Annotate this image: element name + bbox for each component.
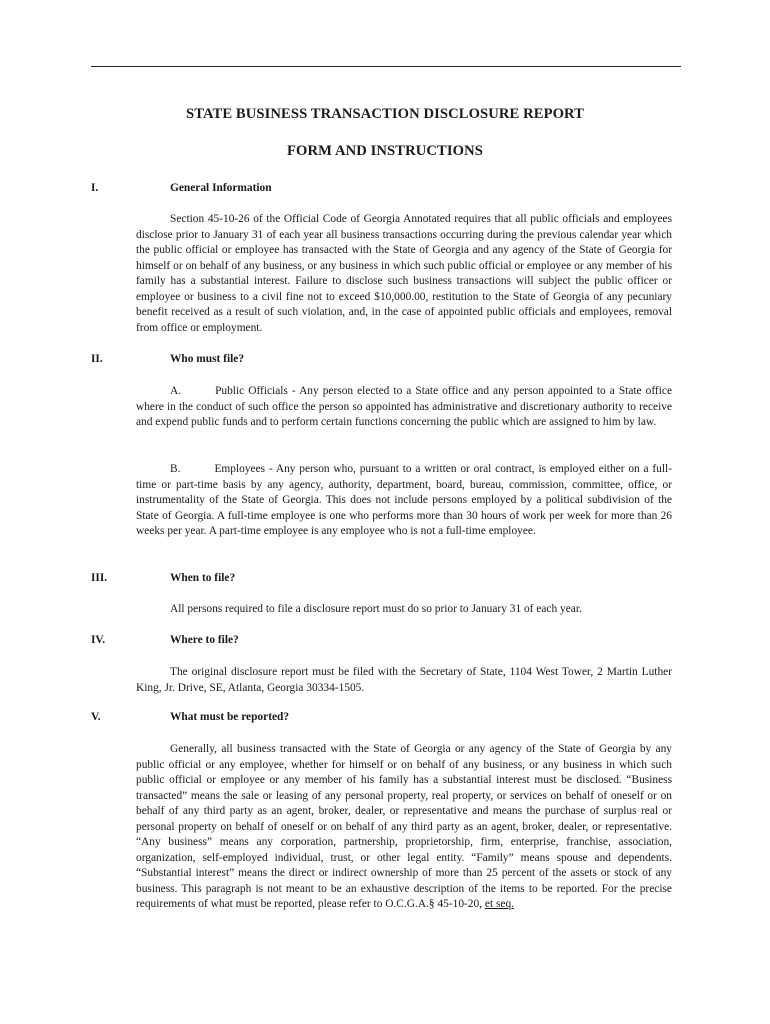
section-paragraph: Section 45-10-26 of the Official Code of Georgia Annotated requires that all public officials and employees disclose prior to January 31 of each year all business transactions occurring during the previous calendar year which the public official or employee has transacted with the State of Georgia and any agency of the State of Georgia for himself or on behalf of any business, or any business in which such public official or employee or any member of his family has a substantial interest. Failure to disclose such business transactions will subject the public officer or employee or business to a civil fine not to exceed $10,000.00, restitution to the State of Georgia of any pecuniary benefit received as a result of such violation, and, in the case of appointed public officials and employees, removal from office or employment. [136,213,672,334]
section-heading: General Information [170,182,272,194]
section-numeral: III. [91,572,108,584]
section-numeral: V. [91,711,101,723]
section-heading: Who must file? [170,353,245,365]
document-subtitle: FORM AND INSTRUCTIONS [287,143,483,159]
section-numeral: IV. [91,634,106,646]
et-seq-link[interactable]: et seq. [484,898,515,910]
item-letter: B. [170,463,181,475]
item-text: Public Officials - Any person elected to a State office and any person appointed to a State office where in the conduct of such office the person so appointed has administrative and discretionary authority to receive and expend public funds and to perform certain functions concerning the public which are assigned to him by law. [136,385,672,428]
paragraph-text: Generally, all business transacted with the State of Georgia or any agency of the State of Georgia by any public official or any employee, whether for himself or on behalf of any business, or any business in which such public official or employee or any member of his family has a substantial interest must be disclosed. “Business transacted” means the sale or leasing of any personal property, real property, or services on behalf of oneself or on behalf of any third party as an agent, broker, dealer, or representative and means the purchase of surplus real or personal property on behalf of oneself or on behalf of any third party as an agent, broker, dealer, or representative. “Any business” means any corporation, partnership, proprietorship, firm, enterprise, franchise, association, organization, self-employed individual, trust, or other legal entity. “Family” means spouse and dependents. “Substantial interest” means the direct or indirect ownership of more than 25 percent of the assets or stock of any business. This paragraph is not meant to be an exhaustive description of the items to be reported. For the precise requirements of what must be reported, please refer to O.C.G.A.§ 45-10-20, [136,743,672,910]
document-title: STATE BUSINESS TRANSACTION DISCLOSURE REPORT [185,106,585,122]
section-heading: Where to file? [170,634,239,646]
top-horizontal-rule [91,66,681,67]
list-item-public-officials [136,384,672,431]
section-heading: When to file? [170,572,236,584]
section-paragraph: The original disclosure report must be filed with the Secretary of State, 1104 West Tower, 2 Martin Luther King, Jr. Drive, SE, Atlanta, Georgia 30334-1505. [136,666,672,694]
section-heading: What must be reported? [170,711,290,723]
item-text: Employees - Any person who, pursuant to a written or oral contract, is employed either on a full-time or part-time basis by any agency, authority, department, board, bureau, commission, committee, office, or instrumentality of the State of Georgia. This does not include persons employed by a political subdivision of the State of Georgia. A full-time employee is one who performs more than 30 hours of work per week for more than 26 weeks per year. A part-time employee is any employee who is not a full-time employee. [136,463,672,537]
section-numeral: II. [91,353,103,365]
section-numeral: I. [91,182,99,194]
section-paragraph [136,742,672,913]
item-letter: A. [170,385,182,397]
list-item-employees [136,462,672,540]
section-paragraph: All persons required to file a disclosure report must do so prior to January 31 of each year. [170,603,582,615]
